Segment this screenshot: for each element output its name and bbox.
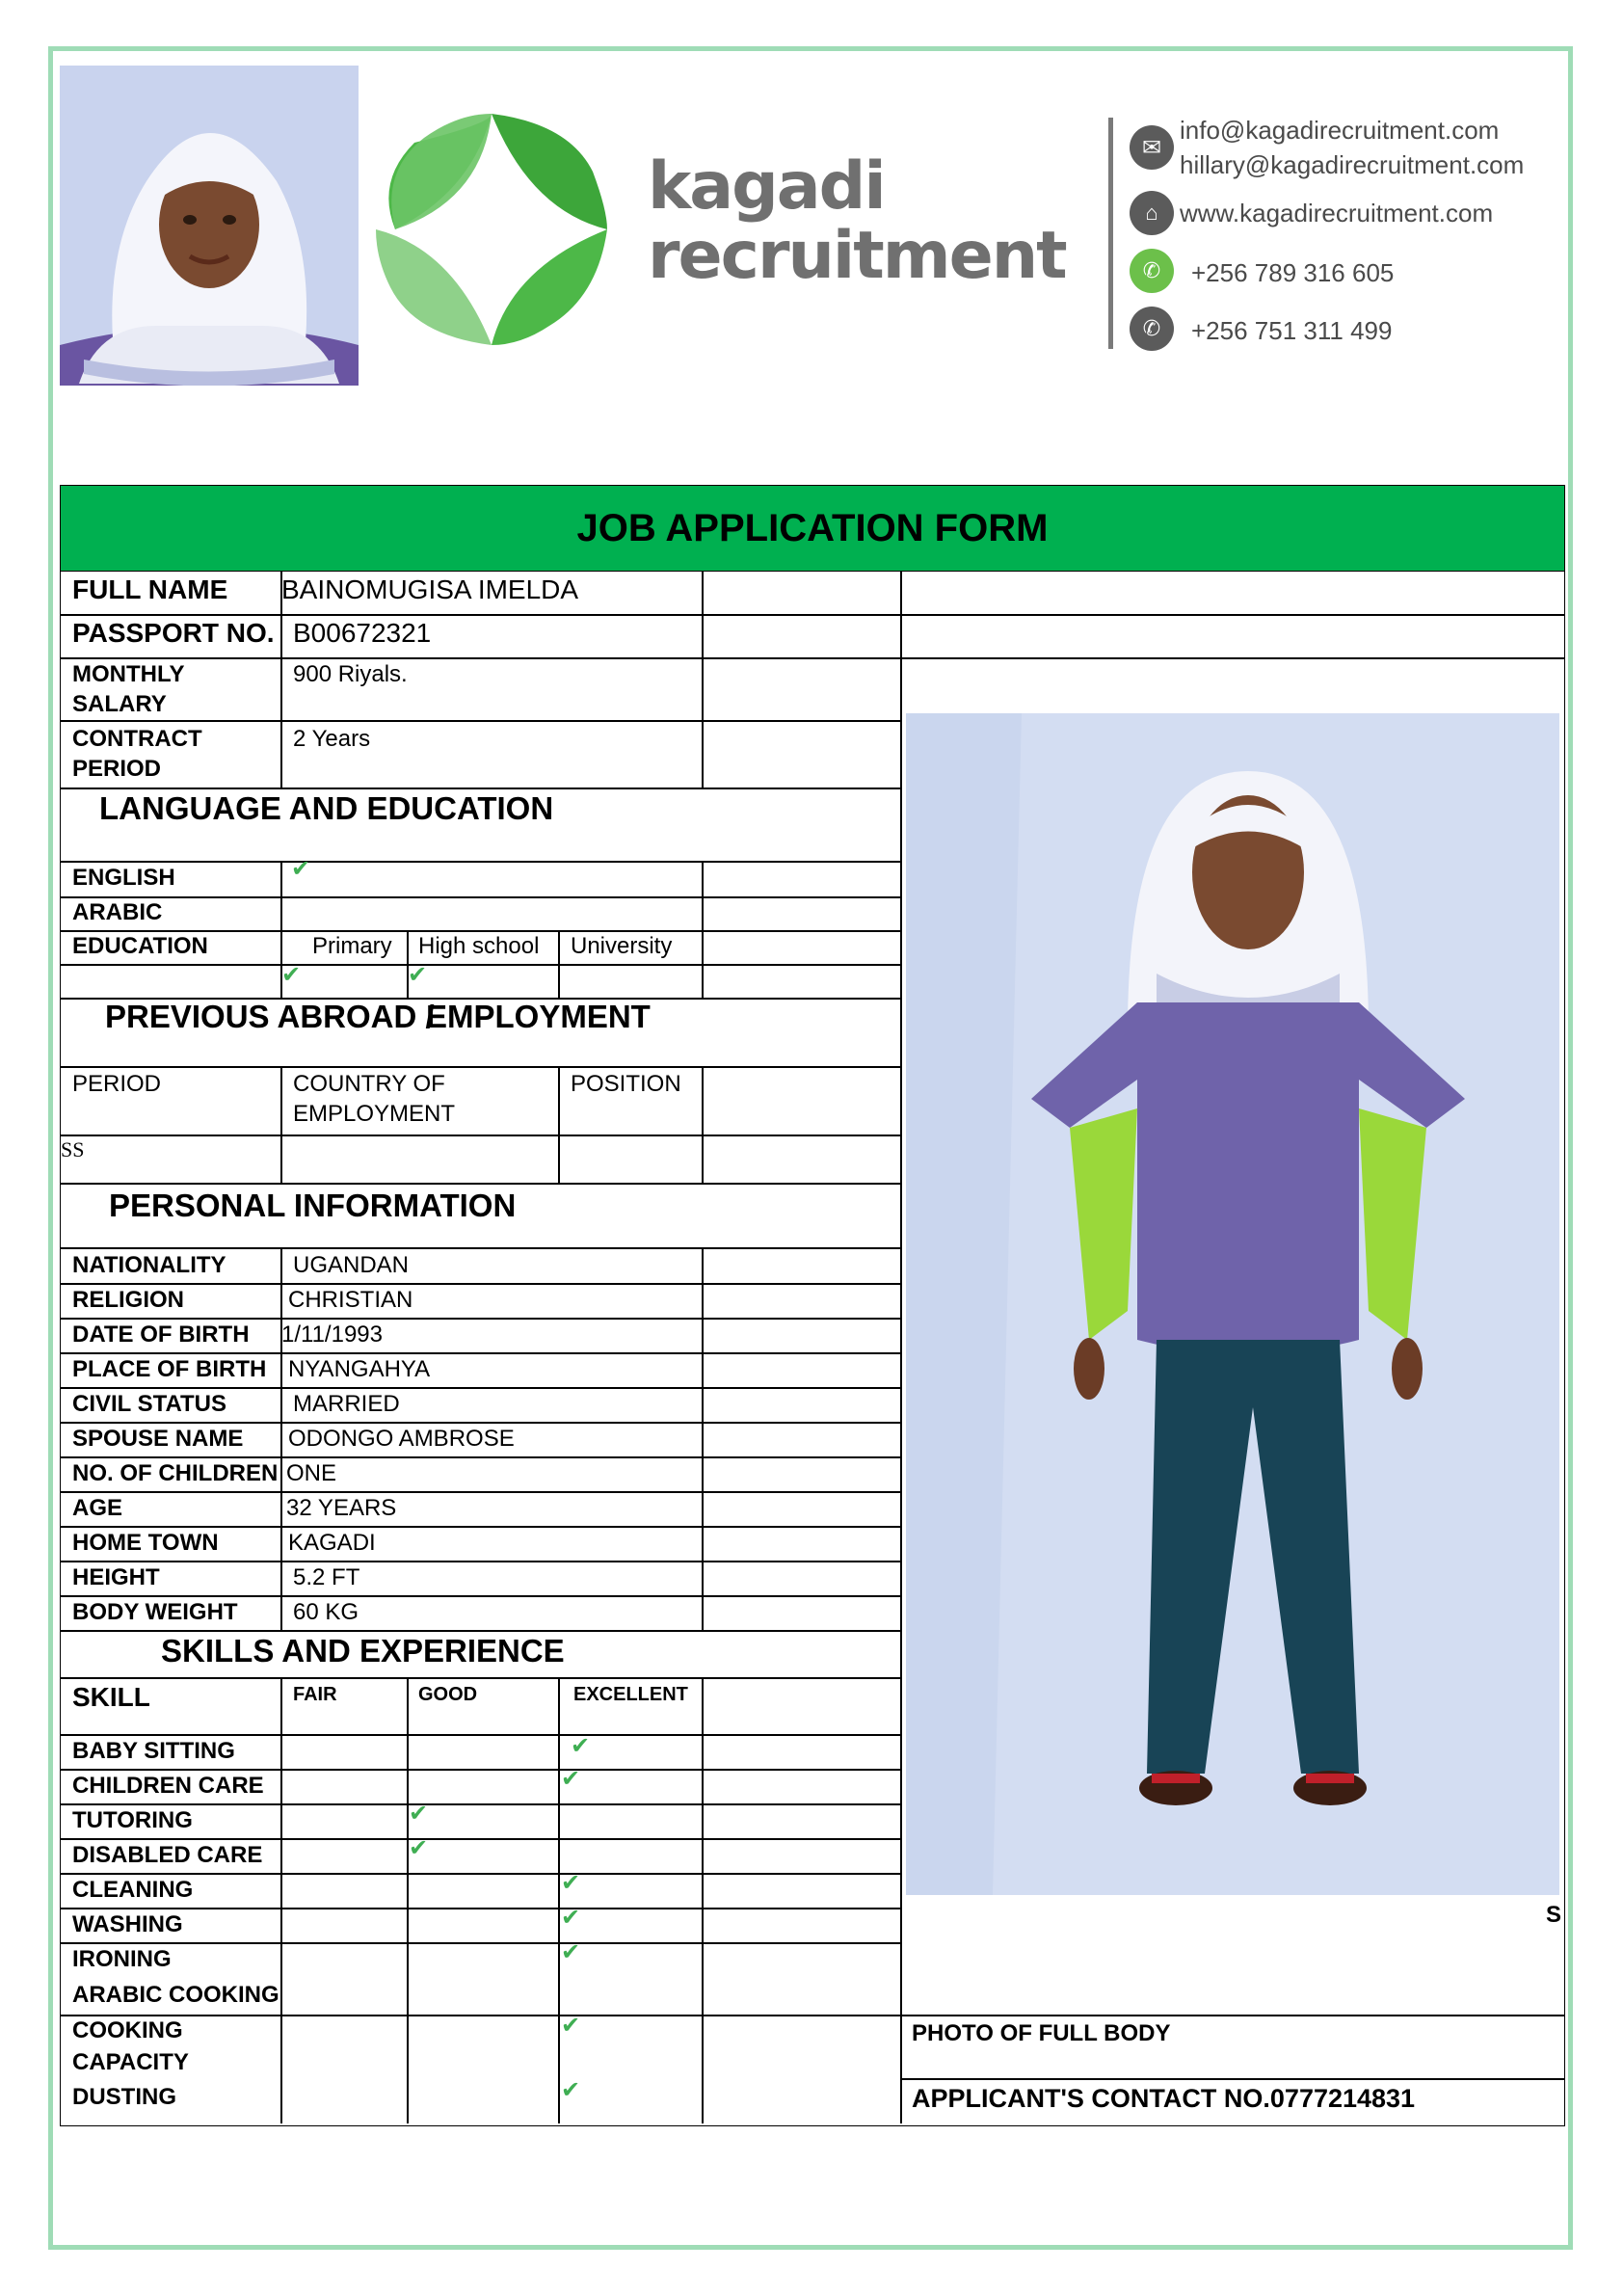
abroad-heading-1: PREVIOUS ABROAD / [105, 999, 435, 1034]
phone-2[interactable]: +256 751 311 499 [1191, 316, 1393, 345]
personal-label: CIVIL STATUS [72, 1391, 227, 1417]
personal-value[interactable]: CHRISTIAN [288, 1287, 413, 1313]
excellent-check-icon[interactable]: ✔ [561, 2077, 581, 2103]
personal-value[interactable]: 5.2 FT [293, 1564, 360, 1590]
abroad-heading-2: EMPLOYMENT [426, 999, 651, 1034]
high-school-check-icon[interactable]: ✔ [408, 962, 428, 988]
skill-label: DISABLED CARE [72, 1842, 263, 1868]
personal-label: DATE OF BIRTH [72, 1322, 250, 1348]
skill-label: DUSTING [72, 2084, 176, 2110]
skill-header: SKILL [72, 1682, 150, 1712]
personal-value[interactable]: 60 KG [293, 1599, 359, 1625]
passport-label: PASSPORT NO. [72, 618, 275, 648]
country-header-2: EMPLOYMENT [293, 1101, 456, 1127]
education-label: EDUCATION [72, 933, 208, 959]
country-header-1: COUNTRY OF [293, 1071, 445, 1097]
full-body-photo [906, 713, 1559, 1895]
skill-label: WASHING [72, 1911, 183, 1937]
skill-label: COOKING [72, 2017, 183, 2043]
excellent-check-icon[interactable]: ✔ [561, 1905, 581, 1931]
personal-value[interactable]: MARRIED [293, 1391, 400, 1417]
full-name-label: FULL NAME [72, 574, 228, 604]
contract-label-2: PERIOD [72, 756, 162, 782]
excellent-check-icon[interactable]: ✔ [571, 1733, 591, 1759]
personal-label: RELIGION [72, 1287, 185, 1313]
good-check-icon[interactable]: ✔ [409, 1801, 429, 1827]
personal-label: PLACE OF BIRTH [72, 1356, 267, 1382]
personal-value[interactable]: ODONGO AMBROSE [288, 1426, 515, 1452]
email-1[interactable]: info@kagadirecruitment.com [1180, 116, 1500, 145]
personal-label: SPOUSE NAME [72, 1426, 244, 1452]
applicant-contact[interactable]: APPLICANT'S CONTACT NO.0777214831 [912, 2084, 1416, 2113]
abroad-row-value[interactable]: SS [61, 1137, 85, 1161]
excellent-check-icon[interactable]: ✔ [561, 1766, 581, 1792]
passport-value[interactable]: B00672321 [293, 618, 432, 648]
contract-value[interactable]: 2 Years [293, 726, 371, 752]
salary-label-1: MONTHLY [72, 661, 185, 687]
personal-label: HEIGHT [72, 1564, 160, 1590]
whatsapp-icon: ✆ [1130, 249, 1174, 293]
photo-s-mark: S [1546, 1902, 1562, 1928]
home-icon: ⌂ [1130, 191, 1174, 235]
form-title: JOB APPLICATION FORM [61, 486, 1564, 572]
personal-label: HOME TOWN [72, 1530, 219, 1556]
website-link[interactable]: www.kagadirecruitment.com [1180, 199, 1494, 227]
edu-primary: Primary [312, 933, 392, 959]
skill-label-2: CAPACITY [72, 2049, 189, 2075]
primary-check-icon[interactable]: ✔ [281, 962, 302, 988]
skill-label: ARABIC COOKING [72, 1982, 279, 2008]
full-name-value[interactable]: BAINOMUGISA IMELDA [281, 574, 579, 604]
personal-heading: PERSONAL INFORMATION [109, 1188, 517, 1223]
excellent-check-icon[interactable]: ✔ [561, 2013, 581, 2039]
personal-value[interactable]: UGANDAN [293, 1252, 410, 1278]
brand-name-line1: kagadi [648, 148, 885, 225]
good-header: GOOD [418, 1684, 478, 1705]
personal-label: NATIONALITY [72, 1252, 226, 1278]
skills-heading: SKILLS AND EXPERIENCE [161, 1633, 565, 1669]
personal-value[interactable]: KAGADI [288, 1530, 376, 1556]
mail-icon: ✉ [1130, 125, 1174, 170]
good-check-icon[interactable]: ✔ [409, 1835, 429, 1861]
email-2[interactable]: hillary@kagadirecruitment.com [1180, 150, 1525, 179]
edu-university: University [571, 933, 673, 959]
personal-label: NO. OF CHILDREN [72, 1460, 279, 1486]
fair-header: FAIR [293, 1684, 337, 1705]
header-divider [1108, 118, 1113, 349]
phone-1[interactable]: +256 789 316 605 [1191, 258, 1395, 287]
passport-photo [60, 66, 359, 386]
personal-label: BODY WEIGHT [72, 1599, 238, 1625]
skill-label: TUTORING [72, 1807, 193, 1833]
brand-name-line2: recruitment [648, 218, 1066, 294]
skill-label: IRONING [72, 1946, 172, 1972]
personal-label: AGE [72, 1495, 123, 1521]
salary-value[interactable]: 900 Riyals. [293, 661, 408, 687]
arabic-label: ARABIC [72, 899, 163, 925]
phone-icon: ✆ [1130, 307, 1174, 351]
language-heading: LANGUAGE AND EDUCATION [99, 790, 554, 826]
contract-label-1: CONTRACT [72, 726, 202, 752]
edu-high-school: High school [418, 933, 540, 959]
personal-value[interactable]: 1/11/1993 [281, 1322, 383, 1348]
excellent-check-icon[interactable]: ✔ [561, 1939, 581, 1965]
kagadi-logo-icon [376, 114, 607, 345]
personal-value[interactable]: ONE [286, 1460, 337, 1486]
skill-label: BABY SITTING [72, 1738, 235, 1764]
skill-label: CLEANING [72, 1877, 194, 1903]
excellent-check-icon[interactable]: ✔ [561, 1870, 581, 1896]
period-header: PERIOD [72, 1071, 162, 1097]
photo-caption: PHOTO OF FULL BODY [912, 2020, 1171, 2046]
english-label: ENGLISH [72, 865, 175, 891]
position-header: POSITION [571, 1071, 681, 1097]
personal-value[interactable]: 32 YEARS [286, 1495, 397, 1521]
salary-label-2: SALARY [72, 691, 167, 717]
personal-value[interactable]: NYANGAHYA [288, 1356, 431, 1382]
skill-label: CHILDREN CARE [72, 1773, 264, 1799]
english-check-icon[interactable]: ✔ [291, 856, 311, 882]
excellent-header: EXCELLENT [573, 1684, 688, 1705]
